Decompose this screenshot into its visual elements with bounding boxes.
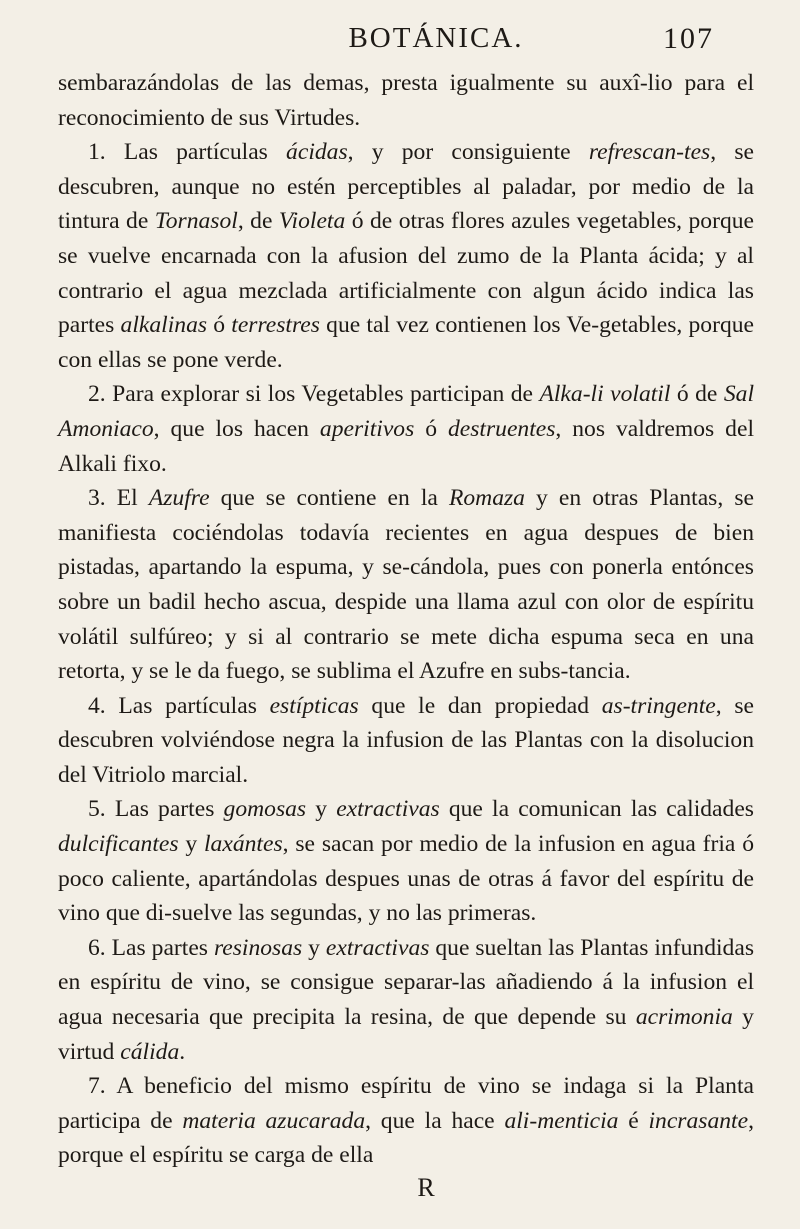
page-number: 107: [663, 22, 714, 55]
body-text: [58, 66, 754, 1173]
paragraph-3: 3. El Azufre que se contiene en la Romaza y en otras Plantas, se manifiesta cociéndolas todavía recientes en agua despues de bien pistadas, apartando la espuma, y se-cándola, pues con ponerla entónces sobre un badil hecho ascua, despide una llama azul con olor de espíritu volátil sulfúreo; y si al contrario se mete dicha espuma seca en una retorta, y se le da fuego, se sublima el Azufre en subs-tancia.: [58, 485, 754, 685]
paragraph-2: 2. Para explorar si los Vegetables participan de Alka-li volatil ó de Sal Amoniaco, que los hacen aperitivos ó destruentes, nos valdremos del Alkali fixo.: [58, 381, 754, 477]
paragraph-6: 6. Las partes resinosas y extractivas que sueltan las Plantas infundidas en espíritu de vino, se consigue separar-las añadiendo á la infusion el agua necesaria que precipita la resina, de que depende su acrimonia y virtud cálida.: [58, 934, 755, 1065]
paragraph-7: 7. A beneficio del mismo espíritu de vino se indaga si la Planta participa de materia azucarada, que la hace ali-menticia é incrasante, porque el espíritu se carga de ella: [58, 1073, 754, 1169]
running-title: BOTÁNICA.: [348, 22, 524, 54]
paragraph-continued: sembarazándolas de las demas, presta igualmente su auxî-lio para el reconocimiento de sus Virtudes.: [58, 70, 754, 131]
paragraph-4: 4. Las partículas estípticas que le dan propiedad as-tringente, se descubren volviéndose negra la infusion de las Plantas con la disolucion del Vitriolo marcial.: [58, 692, 755, 788]
paragraph-1: 1. Las partículas ácidas, y por consiguiente refrescan-tes, se descubren, aunque no estén perceptibles al paladar, por medio de la tintura de Tornasol, de Violeta ó de otras flores azules vegetables, porque se vuelve encarnada con la afusion del zumo de la Planta ácida; y al contrario el agua mezclada artificialmente con algun ácido indica las partes alkalinas ó terrestres que tal vez contienen los Ve-getables, porque con ellas se pone verde.: [58, 139, 755, 373]
paragraph-5: 5. Las partes gomosas y extractivas que la comunican las calidades dulcificantes y laxántes, se sacan por medio de la infusion en agua fria ó poco caliente, apartándolas despues unas de otras á favor del espíritu de vino que di-suelve las segundas, y no las primeras.: [58, 796, 754, 927]
signature-mark: R: [417, 1173, 435, 1202]
running-head: [58, 22, 754, 66]
